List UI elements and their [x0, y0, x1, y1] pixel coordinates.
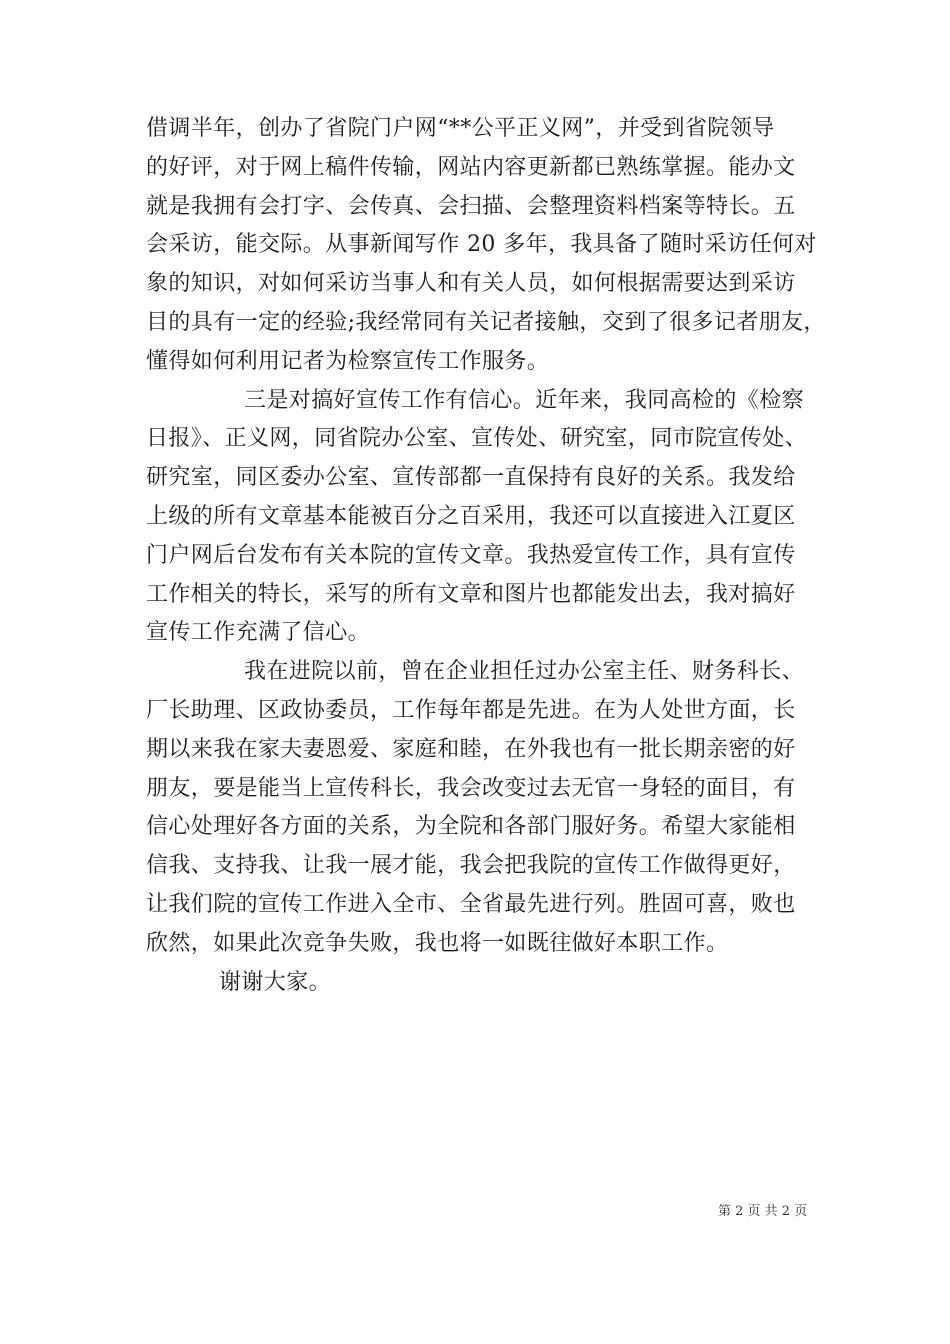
text-line: 朋友，要是能当上宣传科长，我会改变过去无官一身轻的面目，有: [146, 775, 796, 801]
text-line: 懂得如何利用记者为检察宣传工作服务。: [146, 348, 550, 374]
text-line: 信心处理好各方面的关系，为全院和各部门服好务。希望大家能相: [146, 814, 796, 840]
paragraph-start-line: 三是对搞好宣传工作有信心。近年来，我同高检的《检察: [244, 387, 805, 413]
text-line: 期以来我在家夫妻恩爱、家庭和睦，在外我也有一批长期亲密的好: [146, 736, 796, 762]
text-line: 借调半年，创办了省院门户网“**公平正义网”，并受到省院领导: [146, 116, 775, 141]
text-line: 上级的所有文章基本能被百分之百采用，我还可以直接进入江夏区: [146, 503, 796, 529]
text-line: 宣传工作充满了信心。: [146, 620, 371, 646]
text-line: 工作相关的特长，采写的所有文章和图片也都能发出去，我对搞好: [146, 581, 796, 607]
text-line: 让我们院的宣传工作进入全市、全省最先进行列。胜固可喜，败也: [146, 891, 796, 917]
closing-line: 谢谢大家。: [219, 969, 332, 995]
text-line: 就是我拥有会打字、会传真、会扫描、会整理资料档案等特长。五: [146, 193, 796, 219]
text-line: 信我、支持我、让我一展才能，我会把我院的宣传工作做得更好，: [146, 853, 796, 879]
text-line: 欣然，如果此次竞争失败，我也将一如既往做好本职工作。: [146, 930, 729, 956]
text-line: 象的知识，对如何采访当事人和有关人员，如何根据需要达到采访: [146, 271, 796, 297]
text-line: 日报》、正义网，同省院办公室、宣传处、研究室，同市院宣传处、: [146, 426, 808, 452]
text-line: 门户网后台发布有关本院的宣传文章。我热爱宣传工作，具有宣传: [146, 542, 796, 568]
text-line: 厂长助理、区政协委员，工作每年都是先进。在为人处世方面，长: [146, 697, 796, 723]
text-line: 的好评，对于网上稿件传输，网站内容更新都已熟练掌握。能办文: [146, 154, 796, 180]
page-number-footer: 第 2 页 共 2 页: [718, 1204, 808, 1219]
paragraph-start-line: 我在进院以前，曾在企业担任过办公室主任、财务科长、: [244, 659, 805, 685]
document-body: [146, 110, 826, 1002]
text-line: 目的具有一定的经验;我经常同有关记者接触，交到了很多记者朋友，: [146, 309, 826, 335]
text-line: 研究室，同区委办公室、宣传部都一直保持有良好的关系。我发给: [146, 465, 796, 491]
text-line: 会采访，能交际。从事新闻写作 20 多年，我具备了随时采访任何对: [146, 232, 817, 258]
